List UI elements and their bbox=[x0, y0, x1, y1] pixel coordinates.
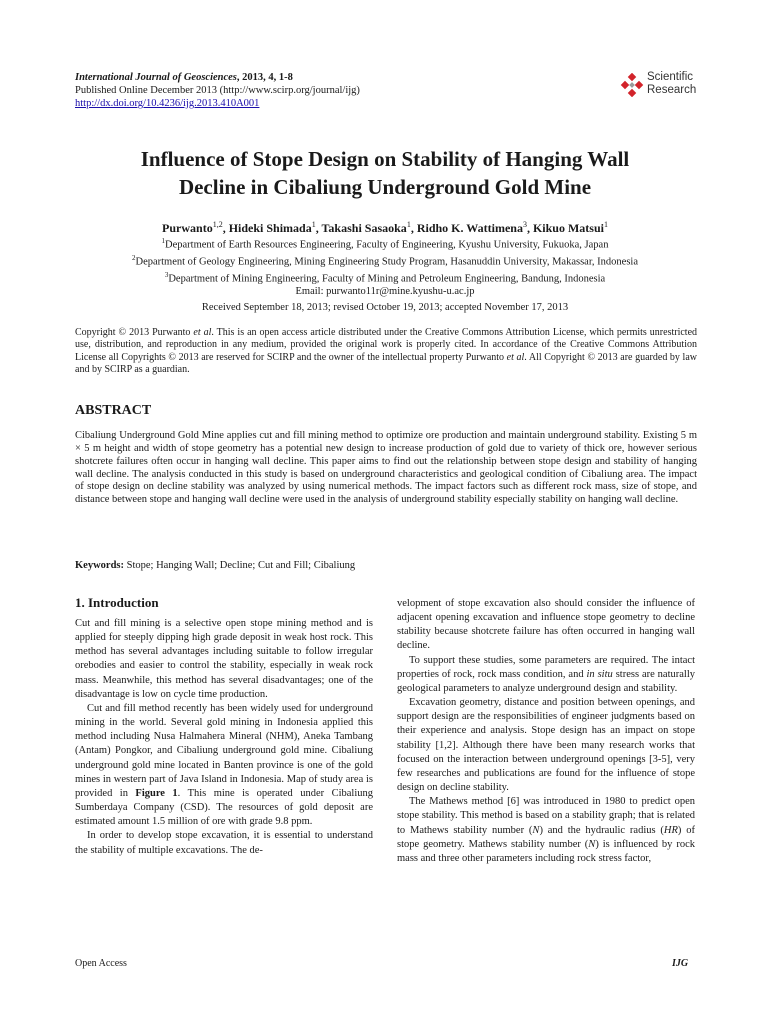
title-line2: Decline in Cibaliung Underground Gold Mine bbox=[178, 175, 592, 199]
section-heading-introduction: 1. Introduction bbox=[75, 595, 159, 610]
journal-name: International Journal of Geosciences bbox=[75, 72, 237, 83]
keywords bbox=[75, 560, 697, 571]
author-list: Purwanto$^{1,2}$, Hideki Shimada$^1$, Takashi Sasaoka$^1$, Ridho K. Wattimena$^3$, Kikuo Matsui$^1$ bbox=[162, 220, 608, 235]
publisher-name-line1: Scientific bbox=[647, 71, 694, 83]
author-name: Purwanto bbox=[162, 221, 213, 235]
keywords-list: Stope; Hanging Wall; Decline; Cut and Fill; Cibaliung bbox=[124, 560, 356, 571]
affiliations bbox=[40, 235, 730, 299]
received-dates: Received September 18, 2013; revised October 19, 2013; accepted November 17, 2013 bbox=[201, 302, 569, 313]
author-name: Ridho K. Wattimena bbox=[416, 221, 523, 235]
affiliation-line: $^2$Department of Geology Engineering, Mining Engineering Study Program, Hasanuddin University, Makassar, Indonesia bbox=[131, 254, 638, 268]
scientific-research-logo-icon bbox=[620, 73, 644, 97]
journal-header bbox=[75, 71, 360, 110]
author-name: Hideki Shimada bbox=[228, 221, 312, 235]
paragraph: In order to develop stope excavation, it is essential to understand the stability of multiple excavations. The de- bbox=[75, 830, 373, 856]
author-affiliation-marker: 1 bbox=[603, 220, 608, 229]
corresponding-email: Email: purwanto11r@mine.kyushu-u.ac.jp bbox=[295, 286, 475, 297]
paragraph: Cut and fill mining is a selective open stope mining method and is applied for steeply dipping high grade deposit in weak host rock. This method has several advantages including suitable to follow irregular orebodies and easier to control the stability, especially in weak rock mass. Meanwhile, this method has several disadvantages; one of the disadvantage is low on cycle time production. bbox=[75, 618, 373, 700]
publisher-logo bbox=[620, 71, 705, 99]
doi-link[interactable]: http://dx.doi.org/10.4236/ijg.2013.410A001 bbox=[75, 98, 260, 109]
author-name: Takashi Sasaoka bbox=[321, 221, 407, 235]
author-affiliation-marker: 1 bbox=[311, 220, 316, 229]
keywords-label: Keywords: bbox=[75, 560, 124, 571]
author-affiliation-marker: 1,2 bbox=[212, 220, 223, 229]
footer-journal-abbrev: IJG bbox=[672, 958, 689, 969]
journal-volume: , 2013, 4, 1-8 bbox=[236, 72, 293, 83]
figure-reference: Figure 1 bbox=[135, 787, 178, 799]
paragraph: Cut and fill method recently has been widely used for underground mining in the world. Several gold mining in Indonesia applied this method including Nusa Halmahera Mineral (NHM), Aneka Tambang (Antam) Pongkor, and Cibaliung underground gold mine. Cibaliung underground gold mine located in Banten province is one of the gold mines in western part of Java Island in Indonesia. Map of study area is provided in Figure 1. This mine is operated under Cibaliung Sumberdaya Company (CSD). The resources of gold deposit are estimated amount 1.5 million of ore with grade 9.8 ppm. bbox=[75, 702, 373, 828]
author-affiliation-marker: 1 bbox=[406, 220, 411, 229]
copyright-notice: Copyright © 2013 Purwanto et al. This is an open access article distributed under the Creative Commons Attribution License, which permits unrestricted use, distribution, and reproduction in any medium, provided the original work is properly cited. In accordance of the Creative Commons Attribution License all Copyrights © 2013 are reserved for SCIRP and the owner of the intellectual property Purwanto et al. All Copyright © 2013 are guarded by law and by SCIRP as a guardian. bbox=[75, 327, 698, 375]
title-line1: Influence of Stope Design on Stability of Hanging Wall bbox=[140, 147, 630, 171]
paper-title bbox=[60, 145, 710, 201]
abstract-heading: ABSTRACT bbox=[75, 403, 152, 418]
body-column-left bbox=[75, 617, 373, 858]
paragraph: Excavation geometry, distance and position between openings, and support design are the responsibilities of engineer judgments based on their experience and analysis. Stope design has an impact on stope stability [1,2]. Although there have been many research works that focused on the interaction between underground openings [3-5], very few researches and publications are found for the influence of stope design on decline stability. bbox=[397, 697, 695, 794]
author-name: Kikuo Matsui bbox=[532, 221, 604, 235]
publisher-name bbox=[647, 71, 696, 97]
paragraph: The Mathews method [6] was introduced in 1980 to predict open stope stability. This method is based on a stability graph; that is related to Mathews stability number (N) and the hydraulic radius (HR) of stope geometry. Mathews stability number (N) is influenced by rock mass and three other parameters including rock stress factor, bbox=[397, 796, 696, 864]
body-column-right bbox=[397, 597, 695, 866]
published-line: Published Online December 2013 (http://www.scirp.org/journal/ijg) bbox=[75, 85, 360, 96]
abstract-text: Cibaliung Underground Gold Mine applies cut and fill mining method to optimize ore production and maintain underground stability. Existing 5 m × 5 m height and width of stope geometry has a potential new design to increase production of gold due to variety of thick ore, however serious shotcrete failures often occur in hanging wall decline. This paper aims to find out the relationship between stope design and stability of hanging wall decline. The analysis conducted in this study is based on underground characteristics and geological condition of Cibaliung area. The impact of stope design on decline stability was analyzed by using numerical methods. The impact factors such as different rock mass, size of stope, and distance between stope and hanging wall decline were used in the analysis of underground stability especially stability on hanging wall decline. bbox=[75, 430, 697, 506]
journal-citation bbox=[75, 71, 360, 84]
paragraph: velopment of stope excavation also should consider the influence of adjacent opening excavation and influence stope geometry to decline stability because shotcrete failure has often occurred in hanging wall decline. bbox=[397, 598, 695, 652]
affiliation-line: $^1$Department of Earth Resources Engineering, Faculty of Engineering, Kyushu University, Fukuoka, Japan bbox=[161, 237, 609, 251]
publisher-name-line2: Research bbox=[647, 84, 697, 96]
paragraph: To support these studies, some parameters are required. The intact properties of rock, rock mass condition, and in situ stress are naturally geological parameters to analyze underground design and stability. bbox=[397, 654, 695, 694]
affiliation-line: $^3$Department of Mining Engineering, Faculty of Mining and Petroleum Engineering, Bandung, Indonesia bbox=[164, 271, 606, 285]
author-affiliation-marker: 3 bbox=[522, 220, 527, 229]
footer-open-access: Open Access bbox=[75, 958, 127, 969]
